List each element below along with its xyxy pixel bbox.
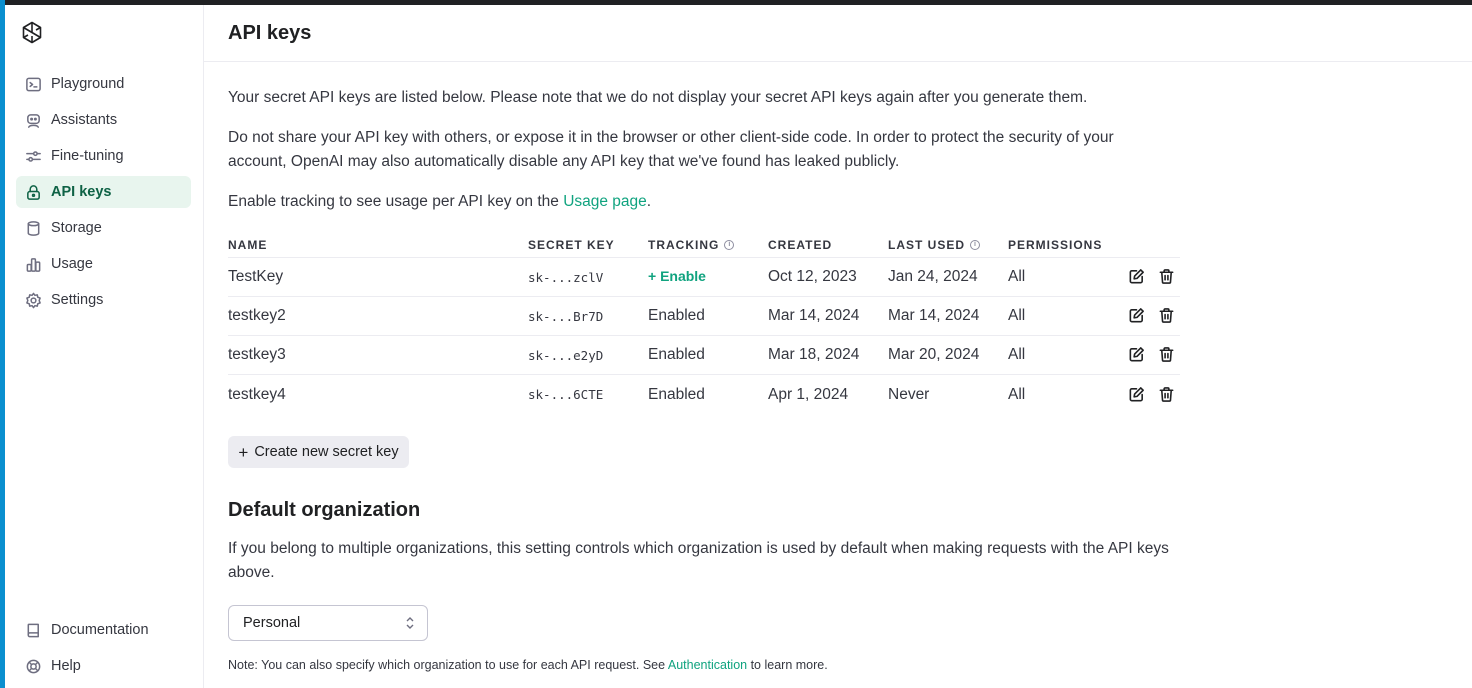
api-keys-table <box>228 232 1180 414</box>
create-button-label: Create new secret key <box>254 444 399 460</box>
column-header-last-used-label: LAST USED <box>888 237 966 252</box>
tracking-status: Enabled <box>648 385 705 403</box>
row-actions <box>1128 386 1180 404</box>
row-actions <box>1128 307 1180 325</box>
edit-icon[interactable] <box>1128 268 1146 286</box>
column-header-permissions: PERMISSIONS <box>1008 237 1103 252</box>
sidebar <box>5 5 204 688</box>
terminal-icon <box>24 75 42 93</box>
organization-select[interactable] <box>228 605 428 641</box>
page-header <box>204 5 1472 62</box>
plus-icon: + <box>238 442 249 462</box>
organization-note <box>228 658 828 672</box>
sidebar-item-help[interactable] <box>16 650 191 682</box>
table-row <box>228 297 1180 336</box>
sidebar-item-label: Documentation <box>51 622 149 638</box>
sidebar-item-label: Playground <box>51 76 125 92</box>
trash-icon[interactable] <box>1158 307 1176 325</box>
gear-icon <box>24 291 42 309</box>
last-used-date: Mar 14, 2024 <box>888 307 980 324</box>
bar-chart-icon <box>24 255 42 273</box>
sidebar-item-playground[interactable] <box>16 68 191 100</box>
info-icon[interactable]: i <box>970 240 980 250</box>
last-used-date: Never <box>888 385 930 403</box>
column-header-last-used <box>888 238 1008 252</box>
sidebar-item-label: Help <box>51 658 81 674</box>
last-used-date: Mar 20, 2024 <box>888 346 980 363</box>
key-value: sk-...zclV <box>528 269 604 285</box>
column-header-tracking-label: TRACKING <box>648 237 720 252</box>
last-used-date: Jan 24, 2024 <box>888 268 978 285</box>
key-value: sk-...e2yD <box>528 347 604 363</box>
sidebar-item-api-keys[interactable] <box>16 176 191 208</box>
note-prefix: Note: You can also specify which organization to use for each API request. See <box>228 658 668 672</box>
intro-text: Your secret API keys are listed below. Please note that we do not display your secret API keys again after you generate them. <box>228 89 1088 106</box>
column-header-name: NAME <box>228 237 268 252</box>
lock-icon <box>24 183 42 201</box>
permissions-value: All <box>1008 346 1026 363</box>
created-date: Oct 12, 2023 <box>768 268 857 285</box>
organization-select-value: Personal <box>243 615 301 631</box>
permissions-value: All <box>1008 385 1026 403</box>
sidebar-item-label: Fine-tuning <box>51 148 124 164</box>
permissions-value: All <box>1008 307 1026 324</box>
key-value: sk-...Br7D <box>528 308 604 324</box>
sidebar-item-label: Assistants <box>51 112 118 128</box>
usage-page-link[interactable]: Usage page <box>563 193 647 210</box>
page-title: API keys <box>228 21 312 44</box>
key-name: testkey2 <box>228 307 286 324</box>
book-icon <box>24 621 42 639</box>
database-icon <box>24 219 42 237</box>
row-actions <box>1128 268 1180 286</box>
info-icon[interactable]: i <box>724 240 734 250</box>
key-name: testkey4 <box>228 385 286 403</box>
trash-icon[interactable] <box>1158 268 1176 286</box>
row-actions <box>1128 346 1180 364</box>
security-warning-text: Do not share your API key with others, or expose it in the browser or other client-side code. In order to protect the security of your account, OpenAI may also automatically disable any API key that we've found has leaked publicly. <box>228 129 1114 170</box>
column-header-created: CREATED <box>768 237 833 252</box>
tracking-status: Enabled <box>648 346 705 363</box>
sidebar-item-usage[interactable] <box>16 248 191 280</box>
note-suffix: to learn more. <box>747 658 828 672</box>
trash-icon[interactable] <box>1158 346 1176 364</box>
main-content <box>204 5 1472 688</box>
key-name: TestKey <box>228 268 284 285</box>
column-header-secret-key: SECRET KEY <box>528 237 615 252</box>
permissions-value: All <box>1008 268 1026 285</box>
key-name: testkey3 <box>228 346 286 363</box>
sidebar-item-storage[interactable] <box>16 212 191 244</box>
sidebar-item-label: Settings <box>51 292 104 308</box>
enable-tracking-button[interactable]: + Enable <box>648 268 706 284</box>
key-value: sk-...6CTE <box>528 387 604 402</box>
sidebar-bottom-nav <box>16 614 191 686</box>
table-row <box>228 336 1180 375</box>
tracking-hint-suffix: . <box>646 193 652 210</box>
edit-icon[interactable] <box>1128 346 1146 364</box>
created-date: Mar 14, 2024 <box>768 307 860 324</box>
created-date: Mar 18, 2024 <box>768 346 860 363</box>
openai-logo-icon[interactable] <box>19 20 45 46</box>
default-organization-title: Default organization <box>228 499 421 521</box>
sidebar-item-documentation[interactable] <box>16 614 191 646</box>
table-row <box>228 375 1180 414</box>
create-new-secret-key-button[interactable] <box>228 436 409 468</box>
sidebar-item-label: Usage <box>51 256 93 272</box>
table-header-row <box>228 232 1180 258</box>
created-date: Apr 1, 2024 <box>768 385 849 403</box>
sidebar-item-fine-tuning[interactable] <box>16 140 191 172</box>
robot-icon <box>24 111 42 129</box>
trash-icon[interactable] <box>1158 386 1176 404</box>
sliders-icon <box>24 147 42 165</box>
sidebar-item-label: API keys <box>51 184 112 200</box>
sidebar-nav <box>16 68 191 320</box>
chevron-up-down-icon <box>405 615 415 631</box>
sidebar-item-label: Storage <box>51 220 102 236</box>
sidebar-item-settings[interactable] <box>16 284 191 316</box>
table-row <box>228 258 1180 297</box>
default-organization-description: If you belong to multiple organizations, this setting controls which organization is used by default when making requests with the API keys above. <box>228 540 1169 581</box>
tracking-status: Enabled <box>648 307 705 324</box>
edit-icon[interactable] <box>1128 386 1146 404</box>
tracking-hint-prefix: Enable tracking to see usage per API key on the <box>228 193 564 210</box>
sidebar-item-assistants[interactable] <box>16 104 191 136</box>
tracking-hint-text <box>228 190 1188 214</box>
edit-icon[interactable] <box>1128 307 1146 325</box>
authentication-link[interactable]: Authentication <box>667 658 748 672</box>
lifebuoy-icon <box>24 657 42 675</box>
tracking-cell <box>648 268 768 286</box>
column-header-tracking <box>648 238 768 252</box>
